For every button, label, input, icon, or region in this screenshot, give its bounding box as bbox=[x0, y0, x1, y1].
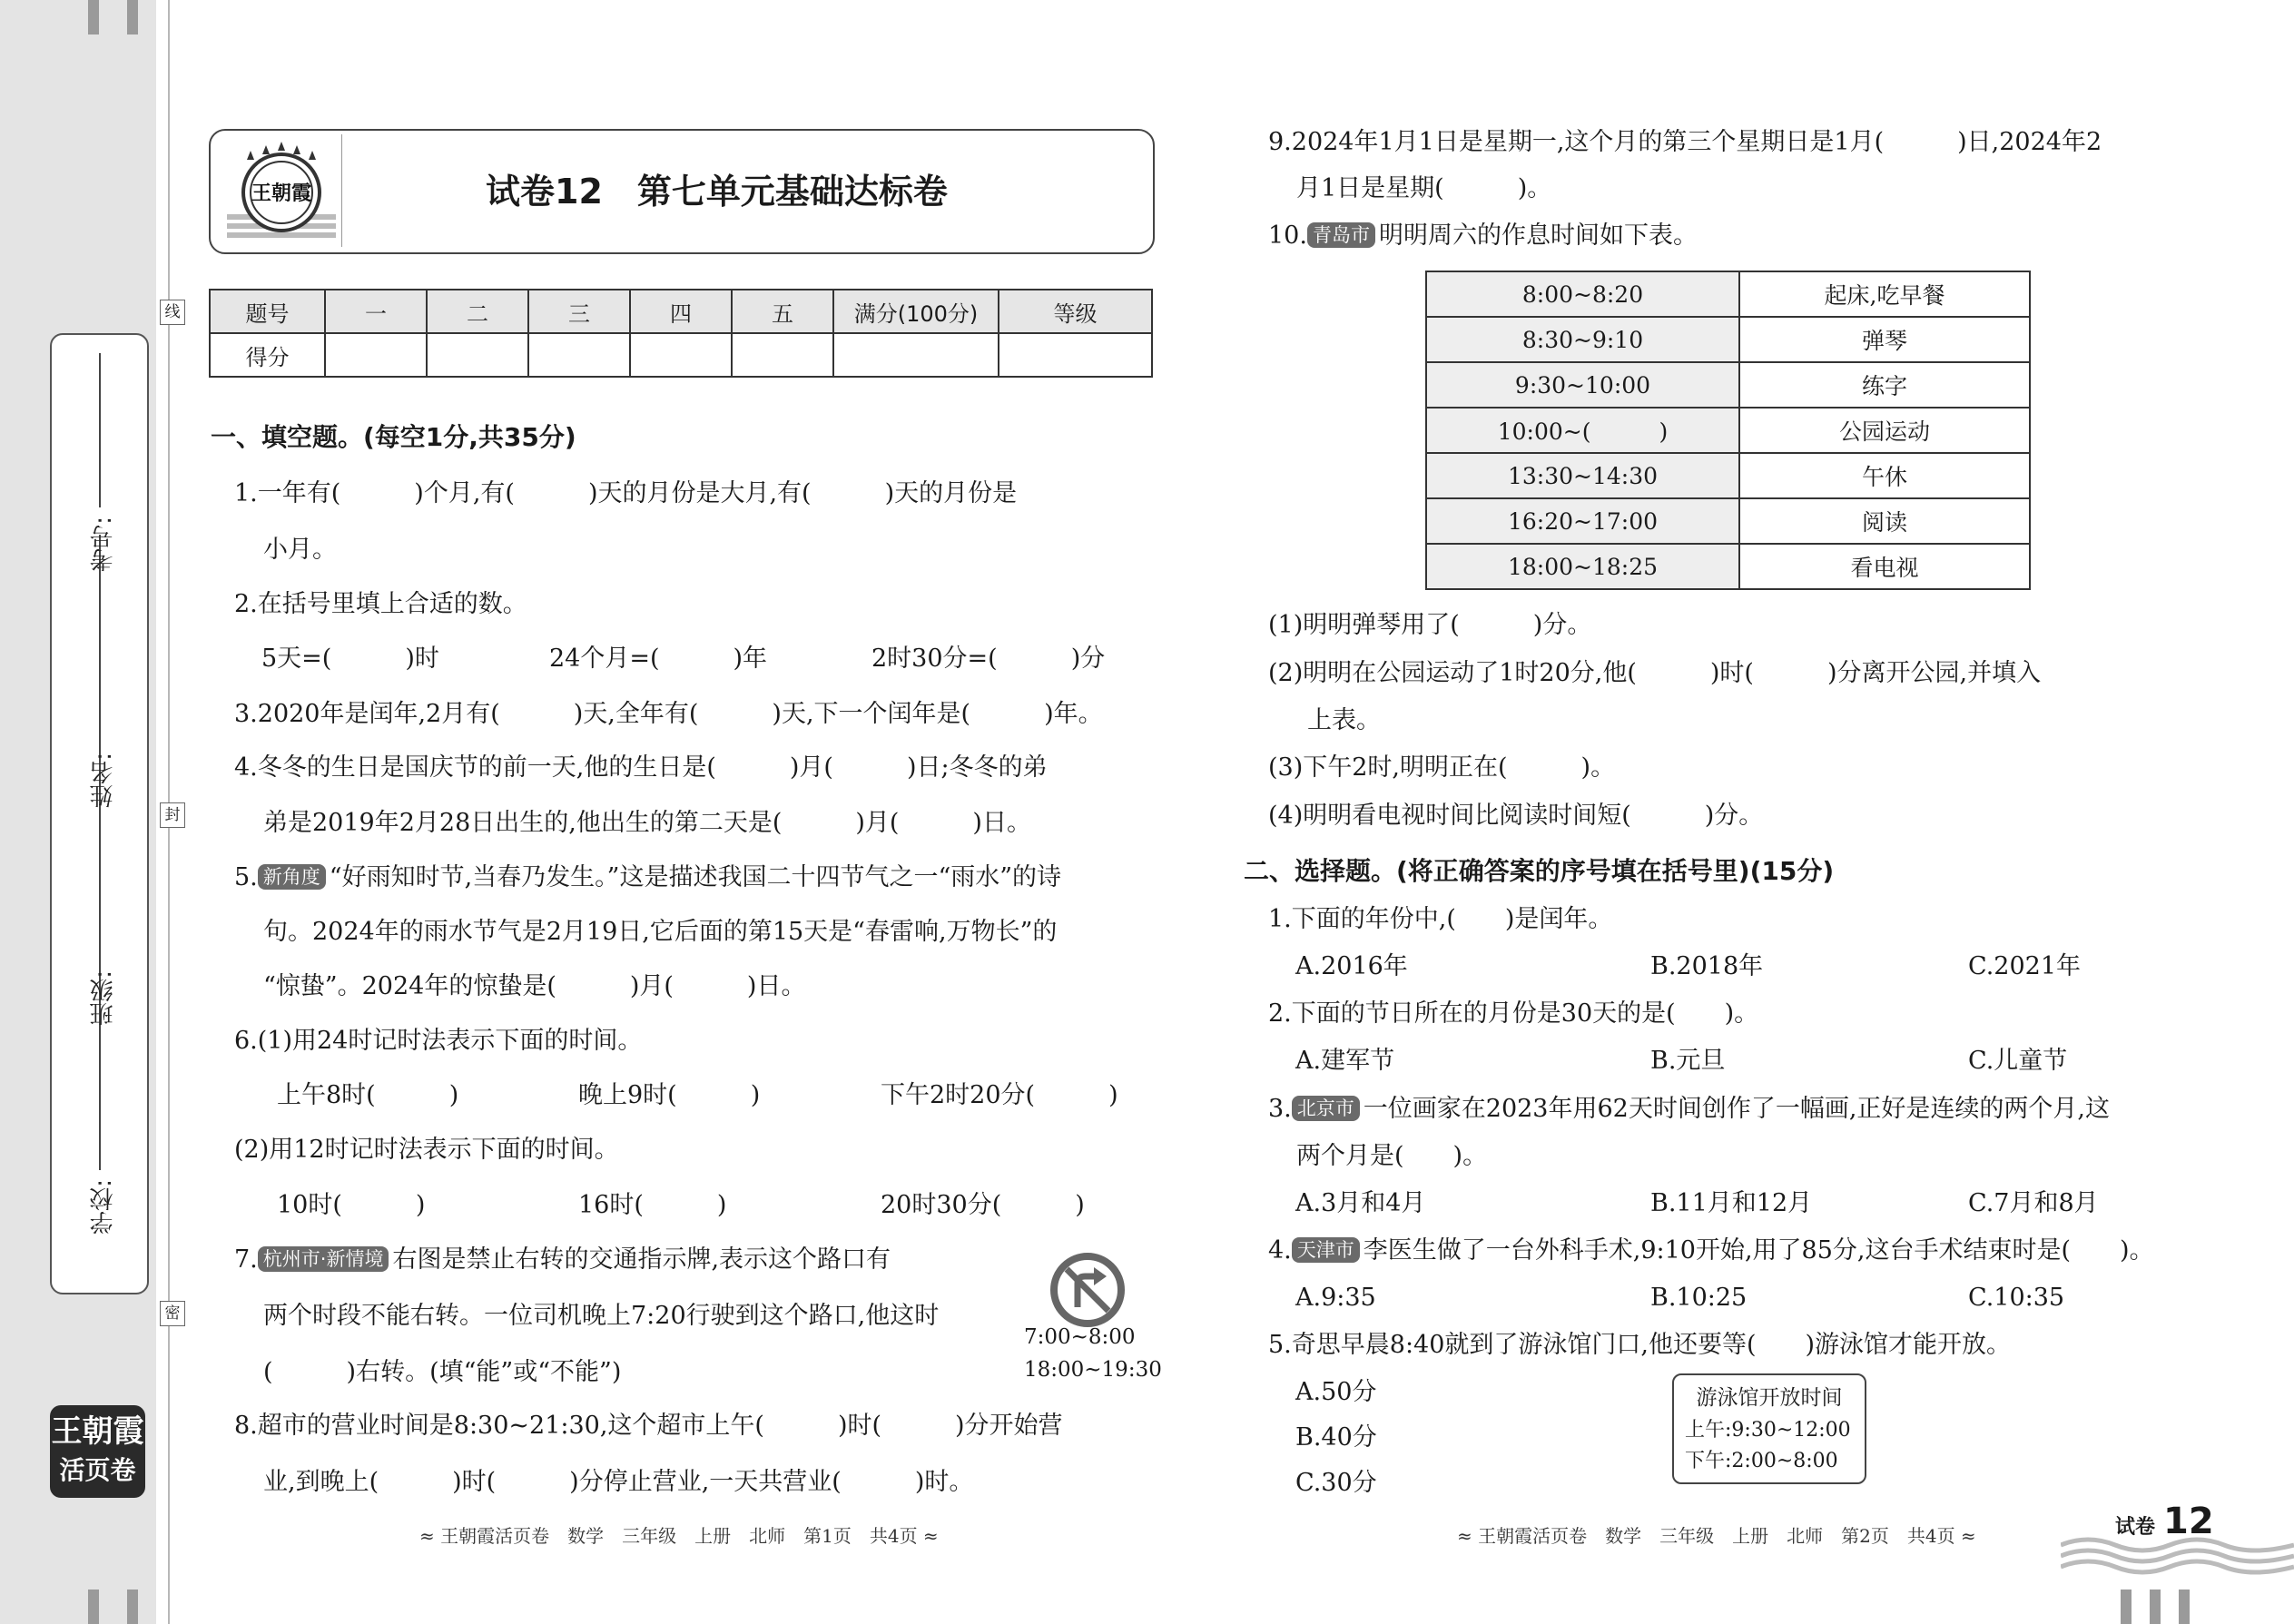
schedule-activity: 阅读 bbox=[1739, 498, 2030, 544]
s2-q2-option-c[interactable]: C.儿童节 bbox=[1968, 1047, 2068, 1075]
score-row-label: 得分 bbox=[210, 333, 325, 377]
paper-code-number: 12 bbox=[2163, 1501, 2214, 1542]
binding-tick bbox=[88, 1590, 99, 1624]
q10-s2b: 上表。 bbox=[1307, 706, 1381, 734]
s2-q4-option-b[interactable]: B.10:25 bbox=[1650, 1284, 1748, 1312]
s2-q3-tag: 北京市 bbox=[1292, 1096, 1360, 1121]
score-header: 三 bbox=[528, 290, 630, 333]
binding-tick bbox=[2121, 1590, 2132, 1624]
cut-mark-line: 线 bbox=[160, 300, 185, 325]
s2-q3-line2: 两个月是( )。 bbox=[1296, 1142, 1488, 1170]
exam-number-label: 考号: bbox=[90, 517, 117, 572]
s2-q4-tag: 天津市 bbox=[1292, 1237, 1360, 1263]
sign-time-1: 7:00~8:00 bbox=[1024, 1325, 1136, 1349]
section2-heading: 二、选择题。(将正确答案的序号填在括号里)(15分) bbox=[1244, 856, 1835, 886]
score-header: 等级 bbox=[999, 290, 1152, 333]
q7-tag: 杭州市·新情境 bbox=[258, 1246, 389, 1272]
s2-q4-option-a[interactable]: A.9:35 bbox=[1295, 1284, 1376, 1312]
score-cell[interactable] bbox=[999, 333, 1152, 377]
schedule-activity: 起床,吃早餐 bbox=[1739, 271, 2030, 317]
binding-tick bbox=[127, 1590, 138, 1624]
q6-part2: (2)用12时记时法表示下面的时间。 bbox=[234, 1136, 619, 1164]
footer-right: ≈ 王朝霞活页卷 数学 三年级 上册 北师 第2页 共4页 ≈ bbox=[1457, 1525, 1976, 1547]
q2-b: 24个月=( )年 bbox=[549, 645, 768, 673]
score-cell[interactable] bbox=[528, 333, 630, 377]
no-right-turn-icon bbox=[1049, 1251, 1127, 1329]
binding-tick bbox=[2150, 1590, 2161, 1624]
swim-hours-pm: 下午:2:00~8:00 bbox=[1685, 1450, 1838, 1472]
s2-q1-option-a[interactable]: A.2016年 bbox=[1295, 952, 1408, 980]
score-cell[interactable] bbox=[427, 333, 528, 377]
q7-line1 bbox=[234, 1245, 891, 1275]
score-header: 二 bbox=[427, 290, 528, 333]
schedule-time: 8:30~9:10 bbox=[1426, 317, 1739, 362]
q9-line2: 月1日是星期( )。 bbox=[1296, 174, 1552, 202]
binding-tick bbox=[2179, 1590, 2190, 1624]
s2-q4-text: 李医生做了一台外科手术,9:10开始,用了85分,这台手术结束时是( )。 bbox=[1363, 1236, 2154, 1265]
cut-mark-secret: 密 bbox=[160, 1301, 185, 1326]
q3: 3.2020年是闰年,2月有( )天,全年有( )天,下一个闰年是( )年。 bbox=[234, 700, 1103, 728]
brand-seal-icon bbox=[223, 138, 340, 243]
q1-line2: 小月。 bbox=[263, 536, 337, 564]
binding-tick bbox=[88, 0, 99, 34]
q1-line1: 1.一年有( )个月,有( )天的月份是大月,有( )天的月份是 bbox=[234, 479, 1018, 507]
brand-name: 王朝霞 bbox=[51, 1413, 144, 1450]
s2-q2-option-a[interactable]: A.建军节 bbox=[1295, 1047, 1395, 1075]
s2-q2-option-b[interactable]: B.元旦 bbox=[1650, 1047, 1726, 1075]
s2-q4-option-c[interactable]: C.10:35 bbox=[1968, 1284, 2065, 1312]
q7-line2: 两个时段不能右转。一位司机晚上7:20行驶到这个路口,他这时 bbox=[263, 1302, 940, 1330]
q6-b: 晚上9时( ) bbox=[578, 1081, 761, 1109]
s2-q4-number: 4. bbox=[1268, 1236, 1292, 1265]
q10-s3: (3)下午2时,明明正在( )。 bbox=[1268, 753, 1616, 782]
q5-text1: “好雨知时节,当春乃发生。”这是描述我国二十四节气之一“雨水”的诗 bbox=[329, 863, 1062, 891]
q4-line1: 4.冬冬的生日是国庆节的前一天,他的生日是( )月( )日;冬冬的弟 bbox=[234, 753, 1048, 782]
score-header: 五 bbox=[732, 290, 833, 333]
q6-part1: 6.(1)用24时记时法表示下面的时间。 bbox=[234, 1027, 643, 1055]
schedule-activity: 午休 bbox=[1739, 453, 2030, 498]
q6-d: 10时( ) bbox=[277, 1191, 426, 1219]
q10-text: 明明周六的作息时间如下表。 bbox=[1378, 221, 1698, 250]
schedule-table bbox=[1425, 271, 2031, 590]
score-cell[interactable] bbox=[630, 333, 732, 377]
school-label: 学校: bbox=[90, 1179, 117, 1235]
s2-q5-option-b[interactable]: B.40分 bbox=[1295, 1423, 1377, 1452]
class-label: 班级: bbox=[90, 970, 117, 1026]
cut-mark-seal: 封 bbox=[160, 802, 185, 828]
brand-product: 活页卷 bbox=[59, 1455, 136, 1485]
s2-q3-option-b[interactable]: B.11月和12月 bbox=[1650, 1189, 1813, 1217]
q4-line2: 弟是2019年2月28日出生的,他出生的第二天是( )月( )日。 bbox=[263, 809, 1031, 837]
schedule-activity: 弹琴 bbox=[1739, 317, 2030, 362]
seal-text: 王朝霞 bbox=[251, 182, 312, 205]
s2-q1-stem: 1.下面的年份中,( )是闰年。 bbox=[1268, 905, 1613, 933]
q10-s4: (4)明明看电视时间比阅读时间短( )分。 bbox=[1268, 802, 1764, 830]
q6-e: 16时( ) bbox=[578, 1191, 727, 1219]
score-cell[interactable] bbox=[732, 333, 833, 377]
q5-tag: 新角度 bbox=[258, 864, 326, 890]
swim-hours-am: 上午:9:30~12:00 bbox=[1685, 1419, 1851, 1442]
swim-hours-box bbox=[1672, 1373, 1866, 1484]
score-cell[interactable] bbox=[325, 333, 427, 377]
q10-s2a: (2)明明在公园运动了1时20分,他( )时( )分离开公园,并填入 bbox=[1268, 659, 2042, 687]
q7-number: 7. bbox=[234, 1245, 258, 1274]
s2-q3-option-c[interactable]: C.7月和8月 bbox=[1968, 1189, 2099, 1217]
s2-q3-option-a[interactable]: A.3月和4月 bbox=[1295, 1189, 1426, 1217]
schedule-time: 8:00~8:20 bbox=[1426, 271, 1739, 317]
schedule-time: 16:20~17:00 bbox=[1426, 498, 1739, 544]
s2-q5-option-c[interactable]: C.30分 bbox=[1295, 1469, 1377, 1497]
s2-q1-option-c[interactable]: C.2021年 bbox=[1968, 952, 2081, 980]
q6-c: 下午2时20分( ) bbox=[881, 1081, 1118, 1109]
score-header: 题号 bbox=[210, 290, 325, 333]
q2-stem: 2.在括号里填上合适的数。 bbox=[234, 590, 527, 618]
footer-left: ≈ 王朝霞活页卷 数学 三年级 上册 北师 第1页 共4页 ≈ bbox=[419, 1525, 939, 1547]
s2-q3-line1 bbox=[1268, 1094, 2110, 1125]
score-header: 满分(100分) bbox=[833, 290, 999, 333]
schedule-time[interactable]: 10:00~( ) bbox=[1426, 408, 1739, 453]
schedule-activity: 公园运动 bbox=[1739, 408, 2030, 453]
s2-q2-stem: 2.下面的节日所在的月份是30天的是( )。 bbox=[1268, 999, 1759, 1028]
schedule-time: 18:00~18:25 bbox=[1426, 544, 1739, 589]
q8-line1: 8.超市的营业时间是8:30~21:30,这个超市上午( )时( )分开始营 bbox=[234, 1412, 1063, 1440]
q5-line2: 句。2024年的雨水节气是2月19日,它后面的第15天是“春雷响,万物长”的 bbox=[263, 918, 1058, 946]
q9-line1: 9.2024年1月1日是星期一,这个月的第三个星期日是1月( )日,2024年2 bbox=[1268, 128, 2102, 156]
exam-number-field[interactable] bbox=[99, 353, 101, 507]
schedule-activity: 看电视 bbox=[1739, 544, 2030, 589]
q8-line2: 业,到晚上( )时( )分停止营业,一天共营业( )时。 bbox=[263, 1468, 974, 1496]
q7-text1: 右图是禁止右转的交通指示牌,表示这个路口有 bbox=[392, 1245, 891, 1274]
paper-code-label: 试卷 bbox=[2115, 1516, 2156, 1539]
q10-tag: 青岛市 bbox=[1307, 222, 1375, 248]
q6-a: 上午8时( ) bbox=[277, 1081, 459, 1109]
s2-q3-number: 3. bbox=[1268, 1095, 1292, 1123]
score-header: 一 bbox=[325, 290, 427, 333]
q5-number: 5. bbox=[234, 863, 258, 891]
schedule-activity: 练字 bbox=[1739, 362, 2030, 408]
q5-line3: “惊蛰”。2024年的惊蛰是( )月( )日。 bbox=[263, 972, 806, 1000]
brand-logo bbox=[50, 1405, 145, 1498]
schedule-time: 9:30~10:00 bbox=[1426, 362, 1739, 408]
s2-q4-stem bbox=[1268, 1235, 2154, 1266]
s2-q3-text1: 一位画家在2023年用62天时间创作了一幅画,正好是连续的两个月,这 bbox=[1363, 1095, 2110, 1123]
swim-hours-title: 游泳馆开放时间 bbox=[1696, 1386, 1843, 1410]
score-table bbox=[209, 289, 1153, 378]
section1-heading: 一、填空题。(每空1分,共35分) bbox=[211, 422, 576, 452]
paper-title: 试卷12 第七单元基础达标卷 bbox=[486, 172, 948, 212]
score-header: 四 bbox=[630, 290, 732, 333]
q7-line3: ( )右转。(填“能”或“不能”) bbox=[263, 1358, 622, 1386]
student-info-box bbox=[50, 333, 149, 1294]
name-label: 姓名: bbox=[90, 753, 117, 808]
q10-s1: (1)明明弹琴用了( )分。 bbox=[1268, 611, 1592, 639]
q10-number: 10. bbox=[1268, 221, 1307, 250]
title-separator bbox=[341, 134, 342, 247]
q2-a: 5天=( )时 bbox=[261, 645, 439, 673]
s2-q5-stem: 5.奇思早晨8:40就到了游泳馆门口,他还要等( )游泳馆才能开放。 bbox=[1268, 1331, 2012, 1359]
q10-stem bbox=[1268, 221, 1698, 251]
score-cell[interactable] bbox=[833, 333, 999, 377]
binding-tick bbox=[127, 0, 138, 34]
s2-q1-option-b[interactable]: B.2018年 bbox=[1650, 952, 1764, 980]
s2-q5-option-a[interactable]: A.50分 bbox=[1295, 1378, 1377, 1406]
sign-time-2: 18:00~19:30 bbox=[1024, 1358, 1162, 1382]
schedule-time: 13:30~14:30 bbox=[1426, 453, 1739, 498]
q6-f: 20时30分( ) bbox=[881, 1191, 1085, 1219]
q2-c: 2时30分=( )分 bbox=[871, 645, 1106, 673]
q5-line1 bbox=[234, 862, 1061, 893]
